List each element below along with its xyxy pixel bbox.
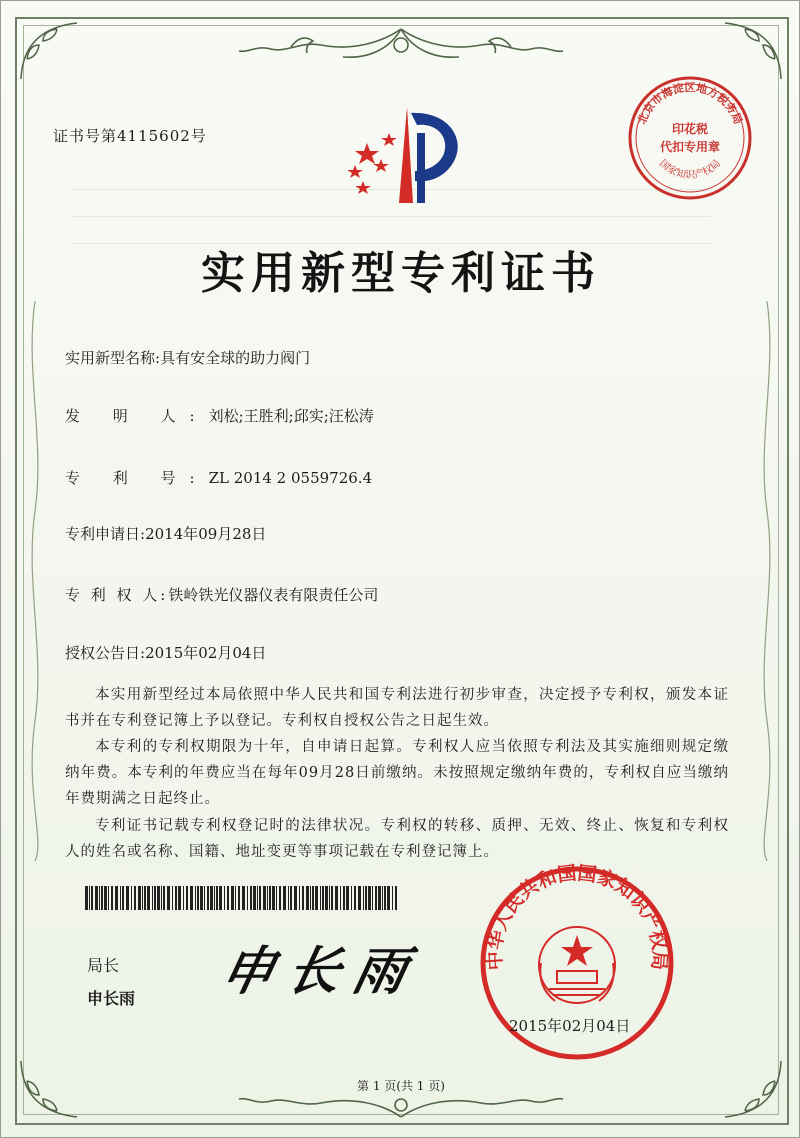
barcode-bar — [210, 886, 213, 910]
right-vine-ornament — [753, 301, 781, 861]
barcode-bar — [325, 886, 328, 910]
barcode-bar — [354, 886, 356, 910]
barcode-bar — [267, 886, 268, 910]
barcode — [85, 886, 401, 910]
barcode-bar — [111, 886, 113, 910]
patent-number-row — [65, 467, 372, 488]
barcode-bar — [120, 886, 121, 910]
barcode-bar — [320, 886, 321, 910]
barcode-bar — [331, 886, 333, 910]
barcode-bar — [101, 886, 103, 910]
barcode-bar — [315, 886, 318, 910]
barcode-bar — [91, 886, 93, 910]
tax-stamp-line1: 印花税 — [671, 122, 709, 136]
barcode-bar — [200, 886, 203, 910]
director-title: 局长 — [87, 956, 120, 975]
barcode-bar — [219, 886, 222, 910]
barcode-bar — [346, 886, 349, 910]
barcode-bar — [231, 886, 234, 910]
inventor-row — [65, 405, 374, 426]
patentee-row — [65, 584, 378, 605]
barcode-bar — [343, 886, 345, 910]
barcode-bar — [99, 886, 100, 910]
barcode-bar — [312, 886, 314, 910]
inventor-value: 刘松;王胜利;邱实;汪松涛 — [208, 407, 374, 425]
barcode-bar — [161, 886, 162, 910]
barcode-bar — [302, 886, 304, 910]
barcode-bar — [144, 886, 146, 910]
barcode-bar — [197, 886, 199, 910]
barcode-bar — [259, 886, 261, 910]
barcode-bar — [290, 886, 292, 910]
patentee-label: 专 利 权 人: — [65, 586, 169, 604]
barcode-bar — [190, 886, 193, 910]
barcode-bar — [368, 886, 371, 910]
barcode-bar — [85, 886, 88, 910]
barcode-bar — [283, 886, 286, 910]
barcode-bar — [207, 886, 209, 910]
barcode-bar — [238, 886, 240, 910]
barcode-bar — [183, 886, 184, 910]
barcode-bar — [299, 886, 300, 910]
barcode-bar — [214, 886, 215, 910]
barcode-bar — [329, 886, 330, 910]
barcode-bar — [269, 886, 271, 910]
grant-date-value: 2015年02月04日 — [145, 644, 267, 662]
body-paragraph-3: 专利证书记载专利权登记时的法律状况。专利权的转移、质押、无效、终止、恢复和专利权人的姓名或名称、国籍、地址变更等事项记载在专利登记簿上。 — [65, 818, 729, 860]
certificate-number: 证书号第4115602号 — [53, 127, 207, 145]
barcode-bar — [384, 886, 386, 910]
barcode-bar — [95, 886, 98, 910]
tax-stamp-line2: 代扣专用章 — [659, 140, 721, 154]
barcode-bar — [126, 886, 129, 910]
barcode-bar — [375, 886, 377, 910]
filing-date-row — [65, 523, 266, 544]
barcode-bar — [279, 886, 281, 910]
barcode-bar — [186, 886, 188, 910]
barcode-bar — [335, 886, 338, 910]
barcode-bar — [224, 886, 225, 910]
barcode-bar — [253, 886, 256, 910]
barcode-bar — [172, 886, 173, 910]
bottom-ornament — [231, 1089, 571, 1123]
barcode-bar — [288, 886, 289, 910]
barcode-bar — [363, 886, 364, 910]
filing-date-label: 专利申请日: — [65, 525, 146, 543]
barcode-bar — [131, 886, 132, 910]
tax-stamp-arc-text: 北京市海淀区地方税务局 — [635, 81, 745, 127]
grant-date-row — [65, 642, 266, 663]
left-vine-ornament — [21, 301, 49, 861]
barcode-bar — [147, 886, 150, 910]
inventor-label: 发 明 人: — [65, 407, 209, 425]
barcode-bar — [138, 886, 141, 910]
barcode-bar — [104, 886, 107, 910]
barcode-bar — [310, 886, 311, 910]
barcode-bar — [154, 886, 156, 910]
barcode-bar — [242, 886, 245, 910]
patentee-value: 铁岭铁光仪器仪表有限责任公司 — [168, 586, 379, 604]
filing-date-value: 2014年09月28日 — [145, 525, 267, 543]
barcode-bar — [152, 886, 153, 910]
barcode-bar — [108, 886, 109, 910]
barcode-bar — [175, 886, 177, 910]
barcode-bar — [257, 886, 258, 910]
barcode-bar — [167, 886, 170, 910]
barcode-bar — [250, 886, 252, 910]
barcode-bar — [204, 886, 205, 910]
barcode-bar — [294, 886, 297, 910]
barcode-bar — [235, 886, 236, 910]
page-title: 实用新型专利证书 — [201, 248, 601, 299]
barcode-bar — [157, 886, 160, 910]
tax-stamp — [623, 71, 757, 205]
patent-number-label: 专 利 号: — [65, 469, 209, 487]
handwritten-signature: 申长雨 — [215, 941, 427, 1002]
barcode-bar — [122, 886, 124, 910]
barcode-bar — [365, 886, 367, 910]
barcode-bar — [387, 886, 390, 910]
barcode-bar — [276, 886, 277, 910]
barcode-bar — [195, 886, 196, 910]
seal-arc-text: 中华人民共和国国家知识产权局 — [483, 863, 671, 971]
barcode-bar — [89, 886, 90, 910]
barcode-bar — [351, 886, 352, 910]
barcode-bar — [322, 886, 324, 910]
barcode-bar — [115, 886, 118, 910]
corner-ornament-top-left — [17, 19, 87, 89]
barcode-bar — [395, 886, 397, 910]
barcode-bar — [227, 886, 229, 910]
barcode-bar — [340, 886, 341, 910]
utility-model-name-label: 实用新型名称: — [65, 349, 161, 367]
barcode-bar — [392, 886, 393, 910]
seal-date: 2015年02月04日 — [509, 1017, 631, 1035]
director-name: 申长雨 — [87, 989, 136, 1008]
top-ornament — [231, 23, 571, 71]
barcode-bar — [382, 886, 383, 910]
barcode-bar — [306, 886, 309, 910]
body-paragraph-2: 本专利的专利权期限为十年，自申请日起算。专利权人应当依照专利法及其实施细则规定缴纳年费。本专利的年费应当在每年09月28日前缴纳。未按照规定缴纳年费的，专利权自应当缴纳年费期满之日起终止。 — [65, 739, 729, 807]
barcode-bar — [358, 886, 361, 910]
patent-number-value: ZL 2014 2 0559726.4 — [208, 469, 373, 487]
barcode-bar — [372, 886, 373, 910]
utility-model-name-row — [65, 347, 310, 368]
grant-date-label: 授权公告日: — [65, 644, 146, 662]
barcode-bar — [142, 886, 143, 910]
barcode-bar — [247, 886, 248, 910]
barcode-bar — [378, 886, 381, 910]
barcode-bar — [178, 886, 181, 910]
barcode-bar — [216, 886, 218, 910]
barcode-bar — [272, 886, 275, 910]
utility-model-name-value: 具有安全球的助力阀门 — [160, 349, 311, 367]
national-emblem-icon — [539, 927, 615, 1003]
page-footer: 第 1 页(共 1 页) — [357, 1079, 445, 1093]
body-paragraph-1: 本实用新型经过本局依照中华人民共和国专利法进行初步审查，决定授予专利权，颁发本证书并在专利登记簿上予以登记。专利权自授权公告之日起生效。 — [65, 687, 729, 729]
barcode-bar — [163, 886, 165, 910]
tax-stamp-bottom-text: 国家知识产权局 — [656, 158, 724, 182]
cnipa-logo — [337, 93, 477, 213]
barcode-bar — [134, 886, 136, 910]
barcode-bar — [263, 886, 266, 910]
